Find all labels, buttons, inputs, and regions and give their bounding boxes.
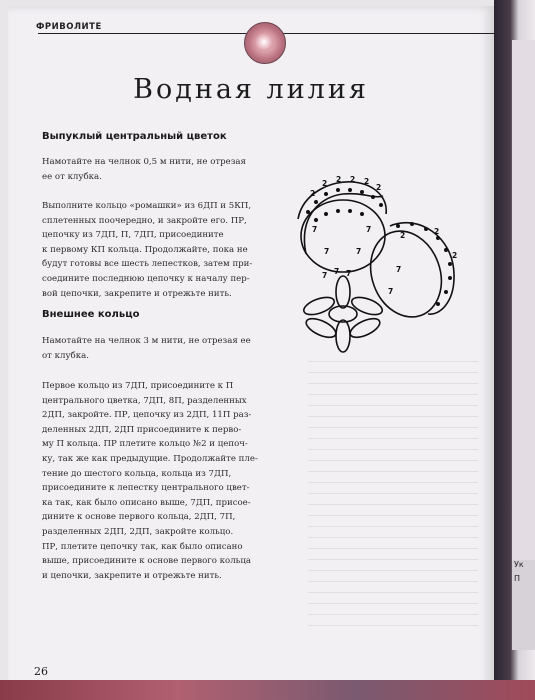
svg-text:7: 7 bbox=[356, 247, 362, 256]
right-page-edge bbox=[512, 40, 535, 560]
rosette-ornament-icon bbox=[244, 22, 286, 64]
tatting-diagram bbox=[288, 174, 483, 369]
svg-text:7: 7 bbox=[366, 225, 372, 234]
section-label: ФРИВОЛИТЕ bbox=[36, 22, 102, 32]
svg-text:2: 2 bbox=[322, 179, 328, 188]
svg-text:7: 7 bbox=[312, 225, 318, 234]
svg-text:2: 2 bbox=[364, 177, 370, 186]
svg-text:2: 2 bbox=[400, 231, 406, 240]
right-page-fragment-2: П bbox=[514, 574, 521, 583]
svg-text:2: 2 bbox=[376, 183, 382, 192]
svg-text:2: 2 bbox=[434, 227, 440, 236]
left-page bbox=[8, 6, 494, 690]
page-title: Водная лилия bbox=[133, 74, 369, 105]
svg-text:7: 7 bbox=[324, 247, 330, 256]
section-heading-outer-ring: Внешнее кольцо bbox=[42, 309, 140, 320]
right-page-fragment-1: Ук bbox=[514, 560, 524, 569]
svg-text:7: 7 bbox=[346, 269, 352, 278]
page-number: 26 bbox=[34, 665, 48, 678]
paragraph-thread-prep: Намотайте на челнок 0,5 м нити, не отрезая ее от клубка. bbox=[42, 157, 246, 182]
section-heading-center-flower: Выпуклый центральный цветок bbox=[42, 131, 227, 142]
svg-text:2: 2 bbox=[350, 175, 356, 184]
paragraph-outer-ring: Первое кольцо из 7ДП, присоедините к П центрального цветка, 7ДП, 8П, разделенных 2ДП, закройте. ПР, цепочку из 2ДП, 11П раз- деленных 2ДП, 2ДП присоедините к перво- му П кольца. ПР плетите кольцо №2 и цепоч- ку, так же как предыдущие. Продолжайте пле- тение до шестого кольца, кольца из 7ДП, присоедините к лепестку центрального цвет- ка так, как было описано выше, 7ДП, присое- дините к основе первого кольца, 2ДП, 7П, разделенных 2ДП, 2ДП, закройте кольцо. ПР, плетите цепочку так, как было описано выше, присоедините к основе первого кольца и цепочки, закрепите и отрежьте нить. bbox=[42, 381, 258, 581]
svg-text:7: 7 bbox=[334, 267, 340, 276]
svg-text:7: 7 bbox=[388, 287, 394, 296]
background-fabric bbox=[0, 680, 535, 700]
paragraph-center-flower: Выполните кольцо «ромашки» из 6ДП и 5КП, сплетенных поочередно, и закройте его. ПР, цепочку из 7ДП, П, 7ДП, присоедините к первому КП кольца. Продолжайте, пока не будут готовы все шесть лепестков, затем при- соедините последнюю цепочку к началу пер- вой цепочки, закрепите и отрежьте нить. bbox=[42, 201, 253, 299]
paragraph-outer-thread-prep: Намотайте на челнок 3 м нити, не отрезая ее от клубка. bbox=[42, 336, 251, 361]
svg-text:7: 7 bbox=[396, 265, 402, 274]
svg-text:2: 2 bbox=[452, 251, 458, 260]
svg-text:7: 7 bbox=[322, 271, 328, 280]
picot-label: 2 bbox=[310, 189, 316, 198]
svg-text:2: 2 bbox=[336, 175, 342, 184]
bleed-through-texture bbox=[308, 356, 478, 626]
